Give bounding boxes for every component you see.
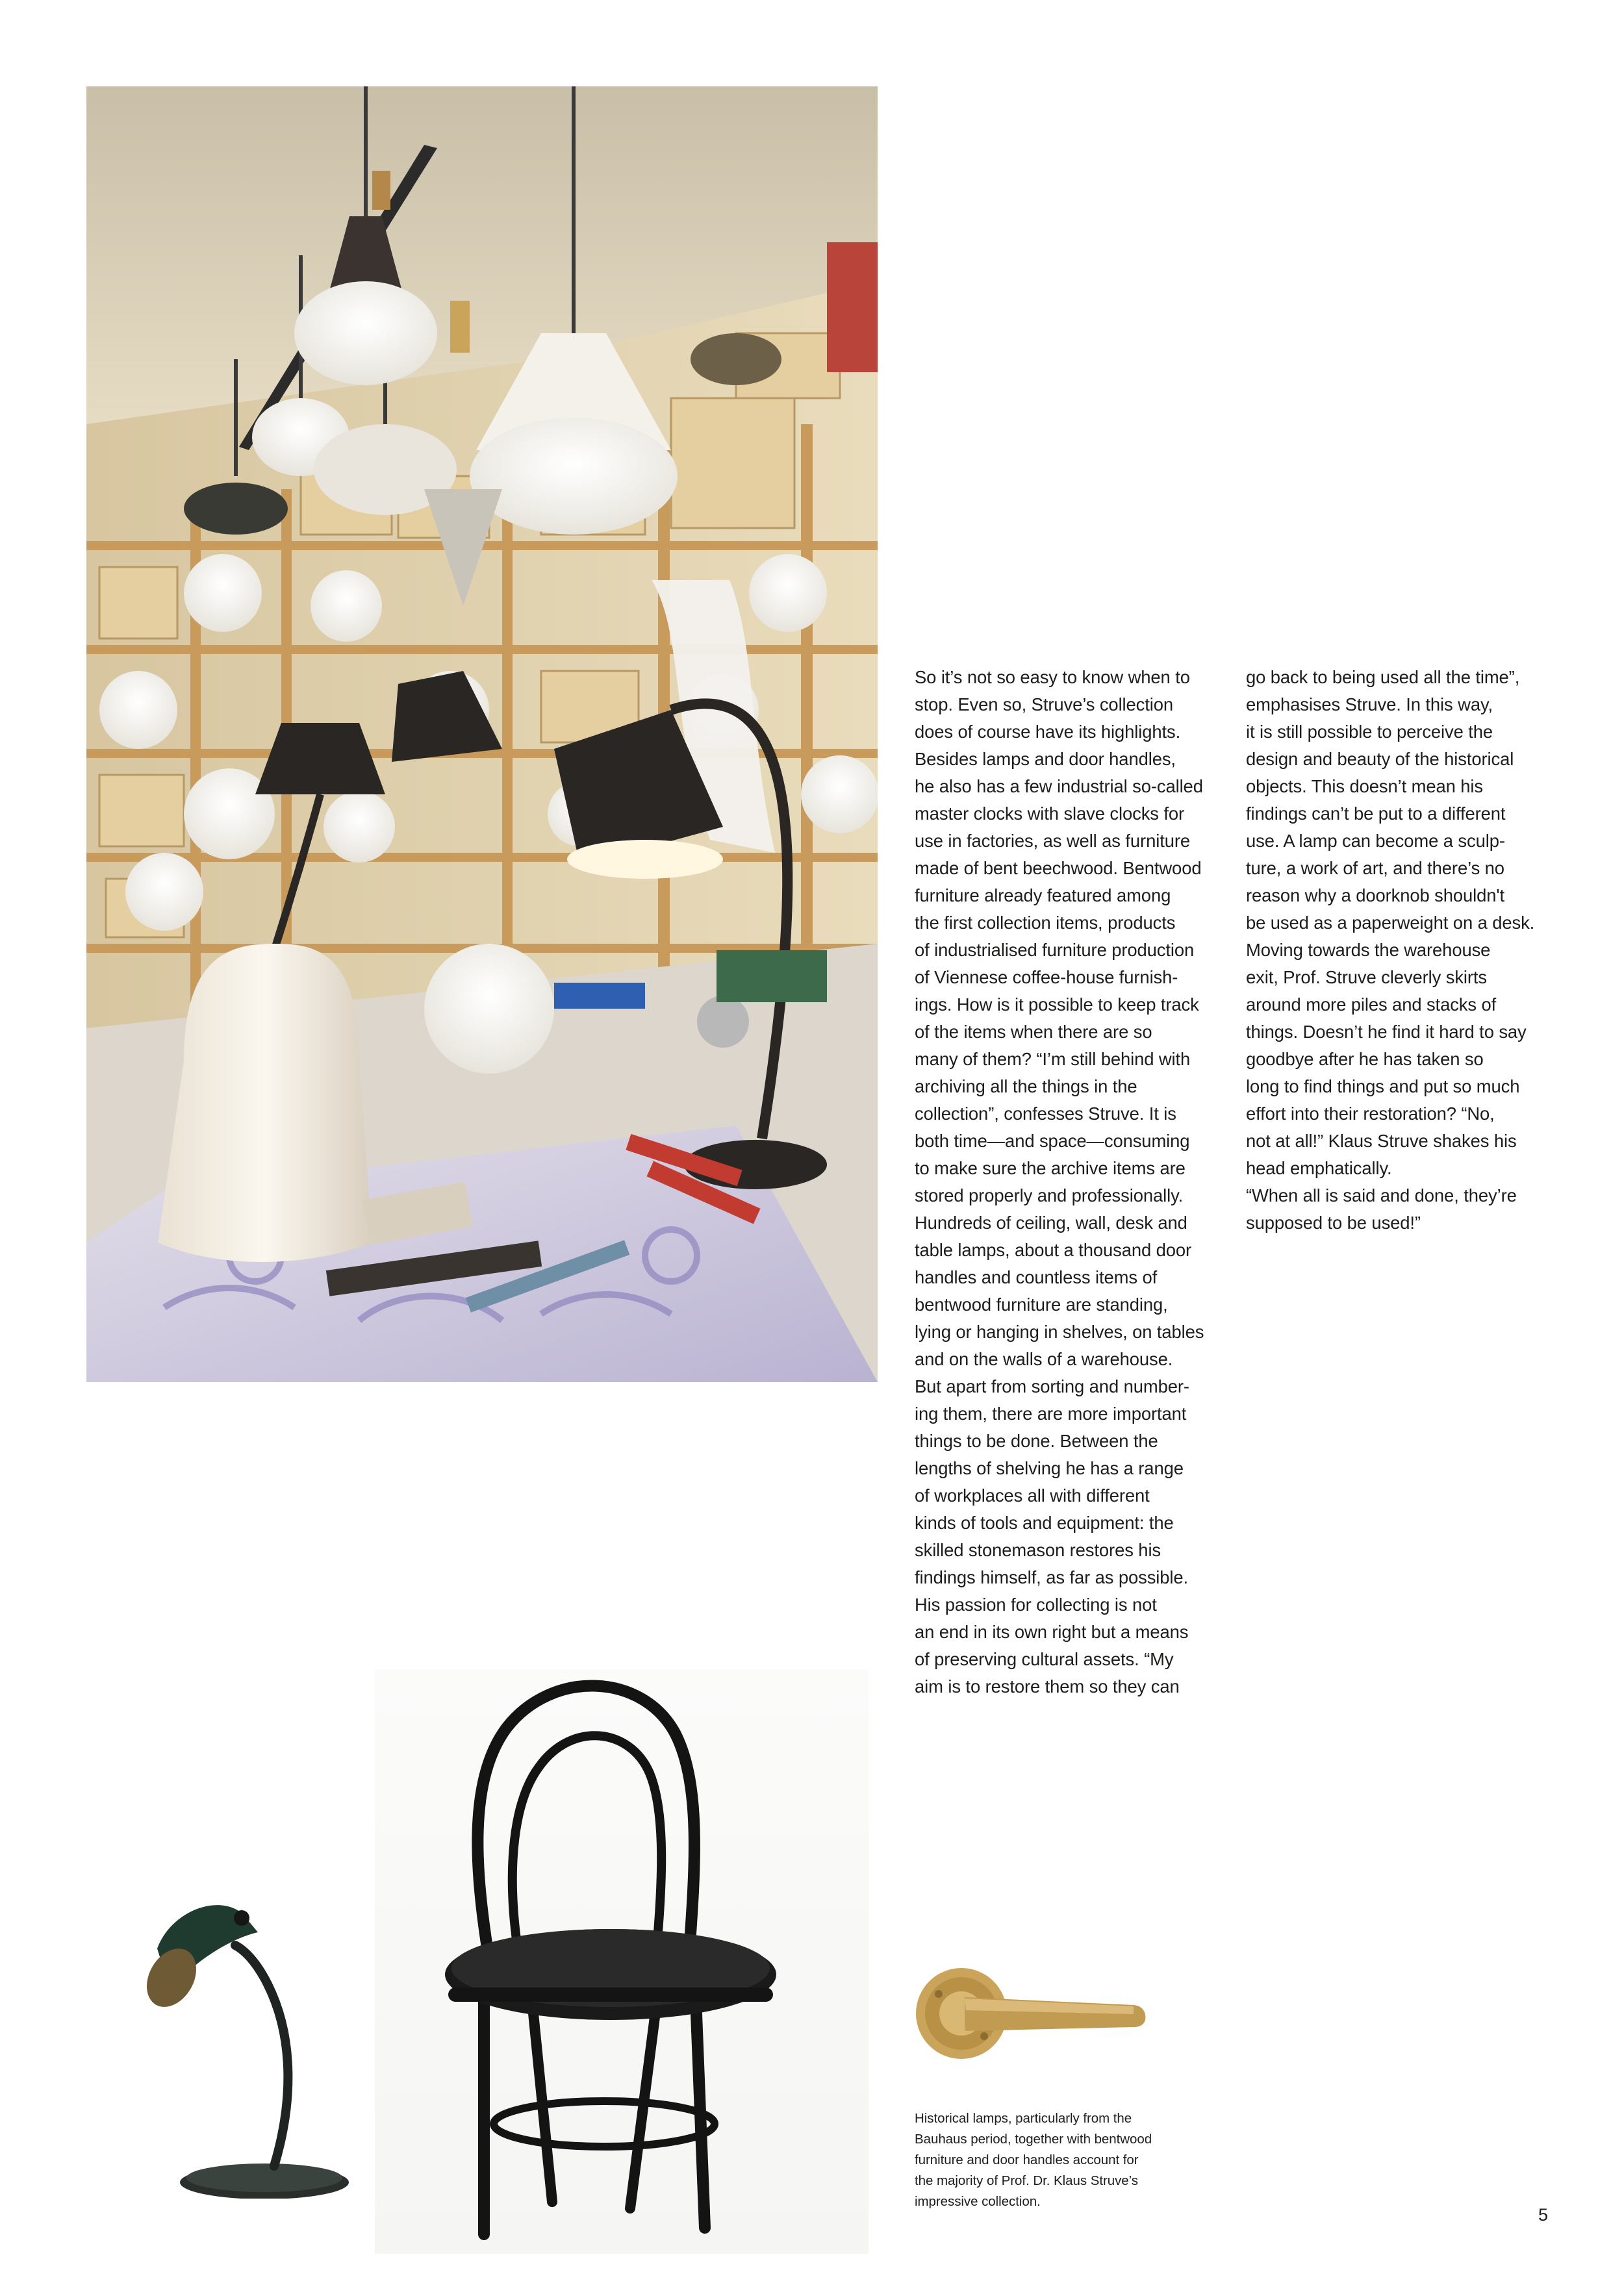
article-line: findings can’t be put to a different — [1246, 803, 1506, 824]
caption-line: Historical lamps, particularly from the — [915, 2111, 1132, 2126]
page-number: 5 — [1538, 2205, 1549, 2225]
article-line: of Viennese coffee-house furnish- — [915, 967, 1178, 987]
article-line: archiving all the things in the — [915, 1076, 1137, 1096]
article-line: he also has a few industrial so-called — [915, 776, 1203, 796]
article-line: things to be done. Between the — [915, 1431, 1158, 1451]
article-line: findings himself, as far as possible. — [915, 1567, 1189, 1587]
article-line: not at all!” Klaus Struve shakes his — [1246, 1131, 1517, 1151]
article-line: supposed to be used!” — [1246, 1213, 1421, 1233]
caption-line: the majority of Prof. Dr. Klaus Struve’s — [915, 2173, 1138, 2188]
article-line: table lamps, about a thousand door — [915, 1240, 1192, 1260]
door-handle-icon — [906, 1952, 1153, 2075]
article-line: of the items when there are so — [915, 1022, 1152, 1042]
article-line: furniture already featured among — [915, 885, 1171, 905]
article-line: His passion for collecting is not — [915, 1595, 1157, 1615]
article-line: aim is to restore them so they can — [915, 1676, 1180, 1697]
article-line: made of bent beechwood. Bentwood — [915, 858, 1202, 878]
desk-lamp-icon — [144, 1887, 372, 2199]
article-line: both time—and space—consuming — [915, 1131, 1190, 1151]
article-line: use in factories, as well as furniture — [915, 831, 1190, 851]
article-line: an end in its own right but a means — [915, 1622, 1189, 1642]
article-line: handles and countless items of — [915, 1267, 1158, 1287]
article-line: skilled stonemason restores his — [915, 1540, 1161, 1560]
door-handle-image — [906, 1952, 1153, 2075]
article-line: Hundreds of ceiling, wall, desk and — [915, 1213, 1187, 1233]
image-caption — [915, 2108, 1213, 2212]
article-line: exit, Prof. Struve cleverly skirts — [1246, 967, 1488, 987]
bentwood-chair-image — [422, 1676, 812, 2247]
article-line: be used as a paperweight on a desk. — [1246, 913, 1535, 933]
warehouse-workshop-photo — [86, 86, 878, 1382]
article-line: stored properly and professionally. — [915, 1185, 1184, 1205]
article-line: use. A lamp can become a sculp- — [1246, 831, 1505, 851]
article-column-2 — [1246, 664, 1551, 1237]
caption-line: Bauhaus period, together with bentwood — [915, 2132, 1152, 2147]
article-line: design and beauty of the historical — [1246, 749, 1514, 769]
article-line: of preserving cultural assets. “My — [915, 1649, 1174, 1669]
caption-line: furniture and door handles account for — [915, 2152, 1139, 2167]
article-line: collection”, confesses Struve. It is — [915, 1104, 1176, 1124]
article-line: master clocks with slave clocks for — [915, 803, 1185, 824]
article-line: of industrialised furniture production — [915, 940, 1195, 960]
article-line: effort into their restoration? “No, — [1246, 1104, 1495, 1124]
article-line: emphasises Struve. In this way, — [1246, 694, 1493, 714]
article-line: goodbye after he has taken so — [1246, 1049, 1484, 1069]
article-line: “When all is said and done, they’re — [1246, 1185, 1517, 1205]
article-line: of workplaces all with different — [915, 1485, 1150, 1506]
article-line: kinds of tools and equipment: the — [915, 1513, 1174, 1533]
article-line: it is still possible to perceive the — [1246, 722, 1493, 742]
article-line: lying or hanging in shelves, on tables — [915, 1322, 1204, 1342]
article-line: lengths of shelving he has a range — [915, 1458, 1184, 1478]
article-line: bentwood furniture are standing, — [915, 1294, 1168, 1315]
article-line: Besides lamps and door handles, — [915, 749, 1176, 769]
article-line: go back to being used all the time”, — [1246, 667, 1520, 687]
article-line: stop. Even so, Struve’s collection — [915, 694, 1174, 714]
article-line: the first collection items, products — [915, 913, 1176, 933]
desk-lamp-image — [144, 1887, 372, 2199]
article-line: and on the walls of a warehouse. — [915, 1349, 1173, 1369]
article-line: Moving towards the warehouse — [1246, 940, 1491, 960]
bentwood-chair-icon — [422, 1676, 812, 2247]
article-column-1 — [915, 664, 1220, 1700]
caption-line: impressive collection. — [915, 2194, 1041, 2209]
article-line: things. Doesn’t he find it hard to say — [1246, 1022, 1527, 1042]
article-line: does of course have its highlights. — [915, 722, 1181, 742]
article-line: ings. How is it possible to keep track — [915, 994, 1199, 1015]
article-line: long to find things and put so much — [1246, 1076, 1520, 1096]
warehouse-photo — [86, 86, 878, 1382]
article-line: head emphatically. — [1246, 1158, 1392, 1178]
article-line: But apart from sorting and number- — [915, 1376, 1189, 1396]
article-line: ture, a work of art, and there’s no — [1246, 858, 1504, 878]
article-line: reason why a doorknob shouldn't — [1246, 885, 1505, 905]
article-line: around more piles and stacks of — [1246, 994, 1497, 1015]
article-line: ing them, there are more important — [915, 1404, 1187, 1424]
article-line: objects. This doesn’t mean his — [1246, 776, 1483, 796]
article-line: So it’s not so easy to know when to — [915, 667, 1190, 687]
article-line: to make sure the archive items are — [915, 1158, 1186, 1178]
article-line: many of them? “I’m still behind with — [915, 1049, 1191, 1069]
